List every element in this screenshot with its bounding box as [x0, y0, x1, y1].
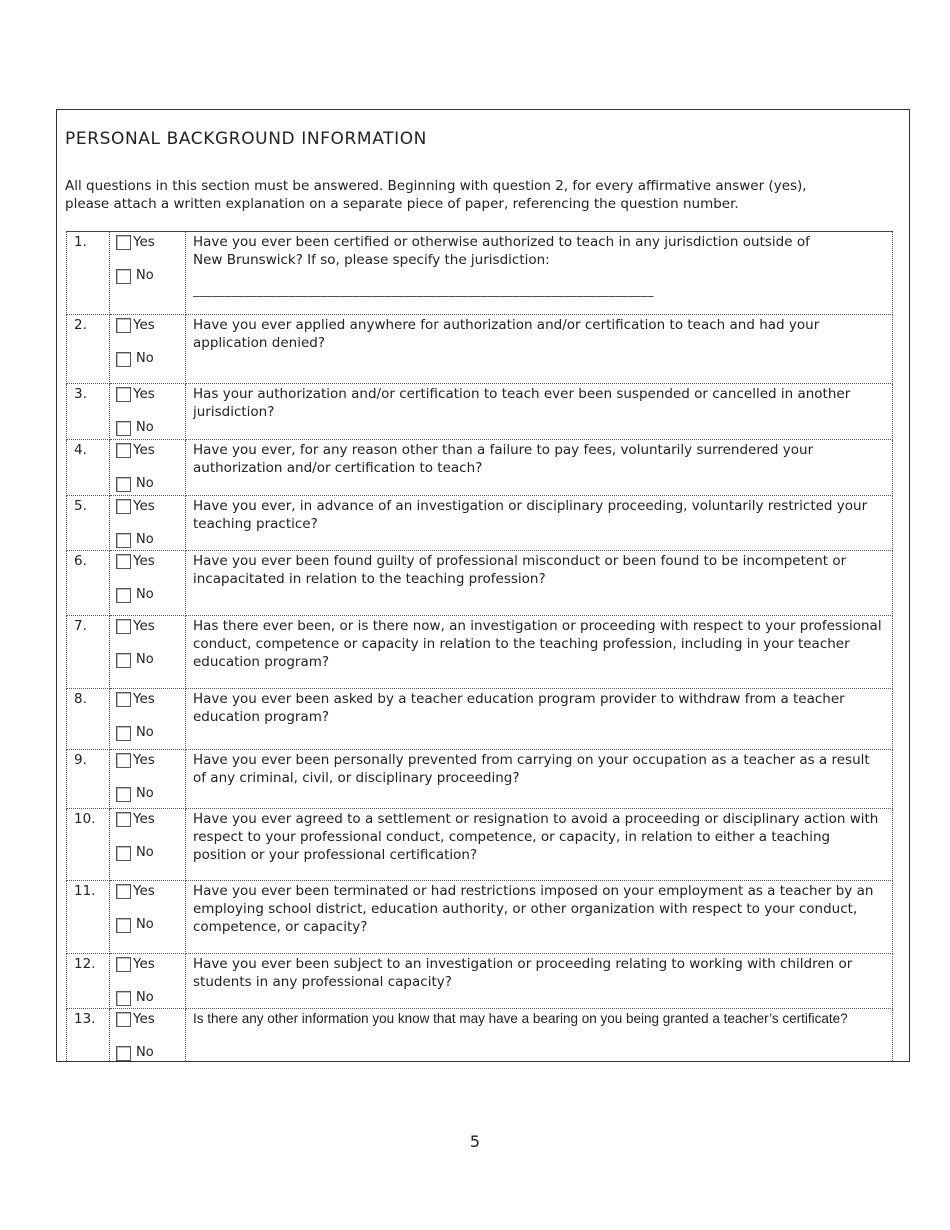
question-text: Has your authorization and/or certification to teach ever been suspended or cancelled in another jurisdiction?: [186, 384, 893, 440]
no-option[interactable]: [116, 989, 154, 1007]
table-row: [67, 315, 893, 384]
page-number: 5: [469, 1132, 481, 1151]
yes-label: Yes: [133, 956, 155, 972]
yes-checkbox[interactable]: [116, 1012, 131, 1027]
no-label: No: [136, 786, 154, 801]
no-option[interactable]: [116, 267, 154, 285]
question-text: Has there ever been, or is there now, an investigation or proceeding with respect to your professional conduct, competence or capacity in relation to the teaching profession, including in your teacher education program?: [186, 616, 893, 689]
question-number: 4.: [67, 440, 110, 496]
no-label: No: [136, 917, 154, 932]
question-number: 1.: [67, 232, 110, 315]
no-label: No: [136, 268, 154, 283]
question-text: Have you ever been terminated or had restrictions imposed on your employment as a teacher by an employing school district, education authority, or other organization with respect to your conduct, competence, or capacity?: [186, 881, 893, 954]
yes-option[interactable]: [116, 751, 155, 769]
yes-option[interactable]: [116, 882, 155, 900]
no-checkbox[interactable]: [116, 533, 131, 548]
yes-label: Yes: [133, 618, 155, 634]
no-label: No: [136, 845, 154, 860]
question-text: Have you ever, in advance of an investigation or disciplinary proceeding, voluntarily restricted your teaching practice?: [186, 496, 893, 551]
yes-checkbox[interactable]: [116, 884, 131, 899]
questions-table: [66, 231, 893, 1062]
section-instructions: [65, 177, 885, 213]
no-option[interactable]: [116, 724, 154, 742]
yes-option[interactable]: [116, 617, 155, 635]
yes-checkbox[interactable]: [116, 957, 131, 972]
question-text: Have you ever agreed to a settlement or resignation to avoid a proceeding or disciplinary action with respect to your professional conduct, competence, or capacity, in relation to either a teaching position or your professional certification?: [186, 809, 893, 881]
yes-label: Yes: [133, 498, 155, 514]
yes-option[interactable]: [116, 1010, 155, 1028]
yes-checkbox[interactable]: [116, 235, 131, 250]
no-checkbox[interactable]: [116, 991, 131, 1006]
yes-label: Yes: [133, 752, 155, 768]
question-text: Have you ever been found guilty of professional misconduct or been found to be incompetent or incapacitated in relation to the teaching profession?: [186, 551, 893, 616]
instructions-line-1: All questions in this section must be answered. Beginning with question 2, for every affirmative answer (yes),: [65, 178, 807, 194]
yes-option[interactable]: [116, 810, 155, 828]
no-option[interactable]: [116, 785, 154, 803]
no-label: No: [136, 587, 154, 602]
yes-checkbox[interactable]: [116, 554, 131, 569]
no-label: No: [136, 990, 154, 1005]
table-row: [67, 1009, 893, 1063]
question-number: 9.: [67, 750, 110, 809]
table-row: [67, 616, 893, 689]
question-text: Have you ever, for any reason other than a failure to pay fees, voluntarily surrendered your authorization and/or certification to teach?: [186, 440, 893, 496]
yes-checkbox[interactable]: [116, 619, 131, 634]
no-label: No: [136, 652, 154, 667]
question-number: 2.: [67, 315, 110, 384]
yes-option[interactable]: [116, 385, 155, 403]
no-option[interactable]: [116, 1044, 154, 1062]
table-row: [67, 496, 893, 551]
no-option[interactable]: [116, 350, 154, 368]
no-option[interactable]: [116, 531, 154, 549]
yes-label: Yes: [133, 234, 155, 250]
question-number: 8.: [67, 689, 110, 750]
yes-label: Yes: [133, 317, 155, 333]
question-text: Have you ever been certified or otherwise authorized to teach in any jurisdiction outside of New Brunswick? If so, please specify the jurisdiction:: [193, 234, 810, 268]
no-checkbox[interactable]: [116, 787, 131, 802]
no-label: No: [136, 476, 154, 491]
yes-label: Yes: [133, 1011, 155, 1027]
table-row: [67, 440, 893, 496]
yes-checkbox[interactable]: [116, 753, 131, 768]
yes-label: Yes: [133, 386, 155, 402]
question-number: 7.: [67, 616, 110, 689]
question-number: 6.: [67, 551, 110, 616]
question-number: 12.: [67, 954, 110, 1009]
no-checkbox[interactable]: [116, 653, 131, 668]
yes-checkbox[interactable]: [116, 499, 131, 514]
question-text: Have you ever been personally prevented from carrying on your occupation as a teacher as a result of any criminal, civil, or disciplinary proceeding?: [186, 750, 893, 809]
question-text: Have you ever been subject to an investigation or proceeding relating to working with children or students in any professional capacity?: [186, 954, 893, 1009]
question-number: 5.: [67, 496, 110, 551]
yes-checkbox[interactable]: [116, 318, 131, 333]
instructions-line-2: please attach a written explanation on a separate piece of paper, referencing the question number.: [65, 196, 739, 212]
table-row: [67, 809, 893, 881]
yes-label: Yes: [133, 883, 155, 899]
table-row: [67, 232, 893, 315]
table-row: [67, 689, 893, 750]
question-text: Have you ever been asked by a teacher education program provider to withdraw from a teacher education program?: [186, 689, 893, 750]
jurisdiction-answer-line[interactable]: ________________________________________________________________________: [193, 283, 654, 297]
no-checkbox[interactable]: [116, 588, 131, 603]
no-label: No: [136, 532, 154, 547]
table-row: [67, 384, 893, 440]
no-label: No: [136, 351, 154, 366]
yes-option[interactable]: [116, 441, 155, 459]
no-option[interactable]: [116, 844, 154, 862]
question-number: 11.: [67, 881, 110, 954]
question-text: Have you ever applied anywhere for authorization and/or certification to teach and had your application denied?: [186, 315, 893, 384]
yes-option[interactable]: [116, 690, 155, 708]
no-option[interactable]: [116, 475, 154, 493]
no-option[interactable]: [116, 586, 154, 604]
yes-label: Yes: [133, 691, 155, 707]
yes-checkbox[interactable]: [116, 692, 131, 707]
no-checkbox[interactable]: [116, 918, 131, 933]
yes-option[interactable]: [116, 233, 155, 251]
yes-label: Yes: [133, 553, 155, 569]
table-row: [67, 750, 893, 809]
yes-option[interactable]: [116, 955, 155, 973]
table-row: [67, 954, 893, 1009]
no-label: No: [136, 725, 154, 740]
no-label: No: [136, 1045, 154, 1060]
yes-option[interactable]: [116, 316, 155, 334]
table-row: [67, 881, 893, 954]
no-label: No: [136, 420, 154, 435]
no-checkbox[interactable]: [116, 421, 131, 436]
no-option[interactable]: [116, 651, 154, 669]
yes-checkbox[interactable]: [116, 443, 131, 458]
personal-background-section: [56, 109, 910, 1062]
yes-label: Yes: [133, 811, 155, 827]
table-row: [67, 551, 893, 616]
yes-checkbox[interactable]: [116, 387, 131, 402]
yes-option[interactable]: [116, 497, 155, 515]
question-number: 10.: [67, 809, 110, 881]
no-checkbox[interactable]: [116, 726, 131, 741]
no-option[interactable]: [116, 419, 154, 437]
question-number: 13.: [67, 1009, 110, 1063]
question-text: Is there any other information you know that may have a bearing on you being granted a teacher’s certificate?: [186, 1009, 893, 1063]
no-checkbox[interactable]: [116, 269, 131, 284]
no-checkbox[interactable]: [116, 352, 131, 367]
no-checkbox[interactable]: [116, 846, 131, 861]
no-checkbox[interactable]: [116, 477, 131, 492]
section-title: PERSONAL BACKGROUND INFORMATION: [65, 129, 428, 149]
yes-label: Yes: [133, 442, 155, 458]
question-number: 3.: [67, 384, 110, 440]
yes-checkbox[interactable]: [116, 812, 131, 827]
yes-option[interactable]: [116, 552, 155, 570]
no-checkbox[interactable]: [116, 1046, 131, 1061]
no-option[interactable]: [116, 916, 154, 934]
